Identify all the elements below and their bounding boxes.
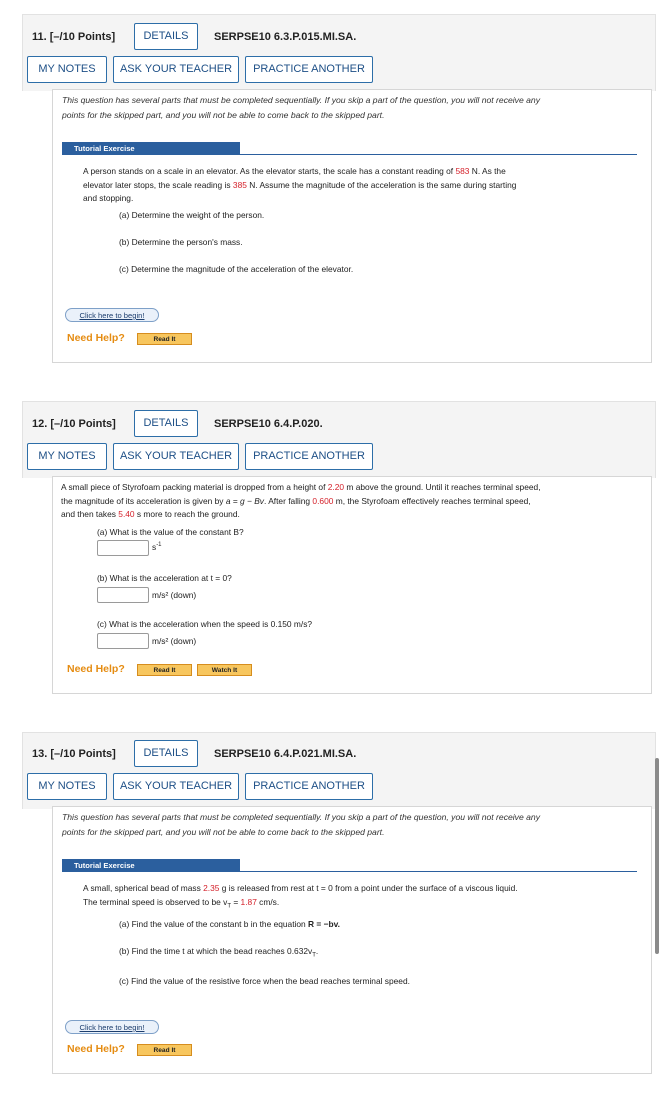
practice-another-button[interactable]: PRACTICE ANOTHER [245,56,373,83]
part-c: (c) Find the value of the resistive force when the bead reaches terminal speed. [119,976,410,986]
part-c-prompt: (c) What is the acceleration when the speed is 0.150 m/s? [97,619,313,629]
tutorial-label: Tutorial Exercise [62,859,240,872]
question-12-code: SERPSE10 6.4.P.020. [214,418,323,430]
tutorial-header [62,859,637,872]
part-b: (b) Find the time t at which the bead reaches $0.632v_T$. [119,946,319,959]
part-a: (a) Determine the weight of the person. [119,210,265,220]
part-b: (b) Determine the person's mass. [119,237,243,247]
sequential-notice: This question has several parts that must be completed sequentially. If you skip a part of the question, you will not receive any points for the skipped part, and you will not be able to come back to the skipped part. [62,95,541,120]
question-11-number: 11. [–/10 Points] [32,31,116,43]
read-it-button[interactable]: Read It [137,664,192,676]
ask-teacher-button[interactable]: ASK YOUR TEACHER [113,773,239,800]
question-13-number: 13. [–/10 Points] [32,748,116,760]
tutorial-header [62,142,637,155]
problem-text: A small piece of Styrofoam packing material is dropped from a height of 2.20 m above the ground. Until it reaches terminal speed, the magnitude of its acceleration is given by a = g − Bv. After falling 0.600 m, the Styrofoam effectively reaches terminal speed, and then takes 5.40 s more to reach the ground. [61,482,541,519]
practice-another-button[interactable]: PRACTICE ANOTHER [245,773,373,800]
answer-c-unit: m/s² (down) [152,636,197,646]
question-13-code: SERPSE10 6.4.P.021.MI.SA. [214,748,357,760]
ask-teacher-button[interactable]: ASK YOUR TEACHER [113,56,239,83]
details-button[interactable]: DETAILS [134,740,198,767]
details-button[interactable]: DETAILS [134,23,198,50]
sequential-notice: This question has several parts that must be completed sequentially. If you skip a part of the question, you will not receive any points for the skipped part, and you will not be able to come back to the skipped part. [62,812,541,837]
part-c: (c) Determine the magnitude of the acceleration of the elevator. [119,264,354,274]
practice-another-button[interactable]: PRACTICE ANOTHER [245,443,373,470]
scrollbar[interactable] [655,758,659,954]
question-12-number: 12. [–/10 Points] [32,418,116,430]
begin-button[interactable]: Click here to begin! [65,308,159,322]
answer-c-input[interactable] [97,633,149,649]
part-a: (a) Find the value of the constant b in the equation R = −bv. [119,919,340,929]
tutorial-label: Tutorial Exercise [62,142,240,155]
begin-button[interactable]: Click here to begin! [65,1020,159,1034]
watch-it-button[interactable]: Watch It [197,664,252,676]
answer-a-input[interactable] [97,540,149,556]
details-button[interactable]: DETAILS [134,410,198,437]
problem-text: A small, spherical bead of mass 2.35 g is released from rest at t = 0 from a point under the surface of a viscous liquid. The terminal speed is observed to be $v_T = 1.87$ cm/s. [83,883,518,910]
tutorial-divider [240,871,637,872]
question-11-code: SERPSE10 6.3.P.015.MI.SA. [214,31,357,43]
tutorial-divider [240,154,637,155]
my-notes-button[interactable]: MY NOTES [27,443,107,470]
read-it-button[interactable]: Read It [137,333,192,345]
need-help-label: Need Help? [67,1043,125,1055]
part-a-prompt: (a) What is the value of the constant B? [97,527,244,537]
ask-teacher-button[interactable]: ASK YOUR TEACHER [113,443,239,470]
answer-b-input[interactable] [97,587,149,603]
need-help-label: Need Help? [67,663,125,675]
my-notes-button[interactable]: MY NOTES [27,773,107,800]
problem-text: A person stands on a scale in an elevator. As the elevator starts, the scale has a constant reading of 583 N. As the elevator later stops, the scale reading is 385 N. Assume the magnitude of the acceleration is the same during starting and stopping. [83,166,517,203]
read-it-button[interactable]: Read It [137,1044,192,1056]
answer-b-unit: m/s² (down) [152,590,197,600]
answer-a-unit: $s^{-1}$ [152,542,162,552]
part-b-prompt: (b) What is the acceleration at t = 0? [97,573,232,583]
need-help-label: Need Help? [67,332,125,344]
my-notes-button[interactable]: MY NOTES [27,56,107,83]
